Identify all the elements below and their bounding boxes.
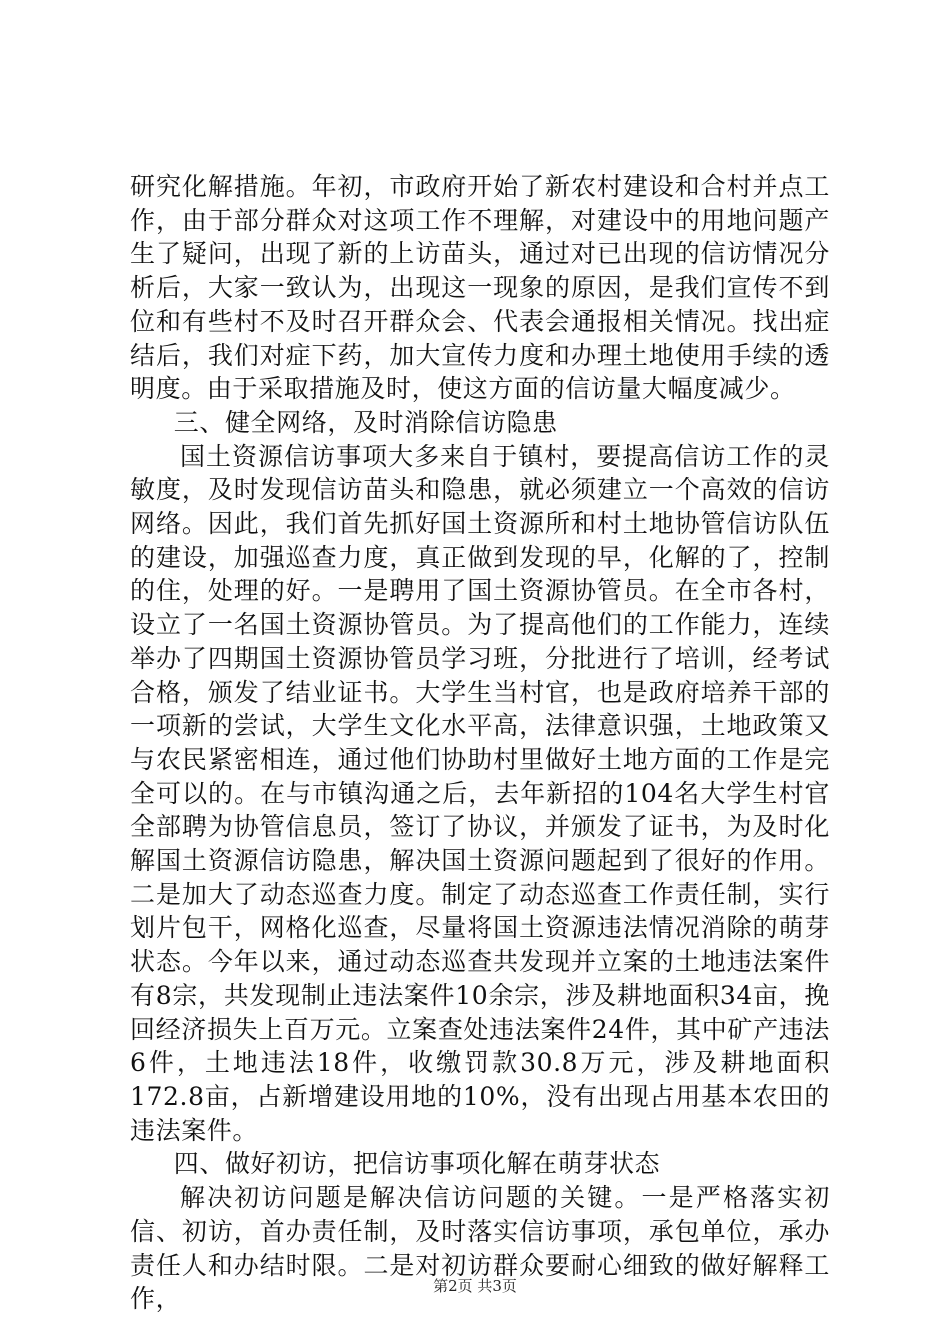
document-body [130, 170, 830, 1316]
page-number-label: 第2页 共3页 [433, 1277, 517, 1295]
section-heading-3: 三、健全网络，及时消除信访隐患 [173, 407, 558, 437]
page-footer [0, 1275, 950, 1296]
section-heading-4: 四、做好初访，把信访事项化解在萌芽状态 [173, 1149, 661, 1179]
paragraph-network: 国土资源信访事项大多来自于镇村，要提高信访工作的灵敏度，及时发现信访苗头和隐患，就必须建立一个高效的信访网络。因此，我们首先抓好国土资源所和村土地协管信访队伍的建设，加强巡查力度，真正做到发现的早，化解的了，控制的住，处理的好。一是聘用了国土资源协管员。在全市各村，设立了一名国土资源协管员。为了提高他们的工作能力，连续举办了四期国土资源协管员学习班，分批进行了培训，经考试合格，颁发了结业证书。大学生当村官，也是政府培养干部的一项新的尝试，大学生文化水平高，法律意识强，土地政策又与农民紧密相连，通过他们协助村里做好土地方面的工作是完全可以的。在与市镇沟通之后，去年新招的104名大学生村官全部聘为协管信息员，签订了协议，并颁发了证书，为及时化解国土资源信访隐患，解决国土资源问题起到了很好的作用。二是加大了动态巡查力度。制定了动态巡查工作责任制，实行划片包干，网格化巡查，尽量将国土资源违法情况消除的萌芽状态。今年以来，通过动态巡查共发现并立案的土地违法案件有8宗，共发现制止违法案件10余宗，涉及耕地面积34亩，挽回经济损失上百万元。立案查处违法案件24件，其中矿产违法6件，土地违法18件，收缴罚款30.8万元，涉及耕地面积172.8亩，占新增建设用地的10%，没有出现占用基本农田的违法案件。 [130, 441, 830, 1145]
paragraph-initial-visit: 解决初访问题是解决信访问题的关键。一是严格落实初信、初访，首办责任制，及时落实信访事项，承包单位，承办责任人和办结时限。二是对初访群众要耐心细致的做好解释工作， [130, 1183, 830, 1314]
paragraph-continuation: 研究化解措施。年初，市政府开始了新农村建设和合村并点工作，由于部分群众对这项工作不理解，对建设中的用地问题产生了疑问，出现了新的上访苗头，通过对已出现的信访情况分析后，大家一致认为，出现这一现象的原因，是我们宣传不到位和有些村不及时召开群众会、代表会通报相关情况。找出症结后，我们对症下药，加大宣传力度和办理土地使用手续的透明度。由于采取措施及时，使这方面的信访量大幅度减少。 [130, 172, 830, 404]
